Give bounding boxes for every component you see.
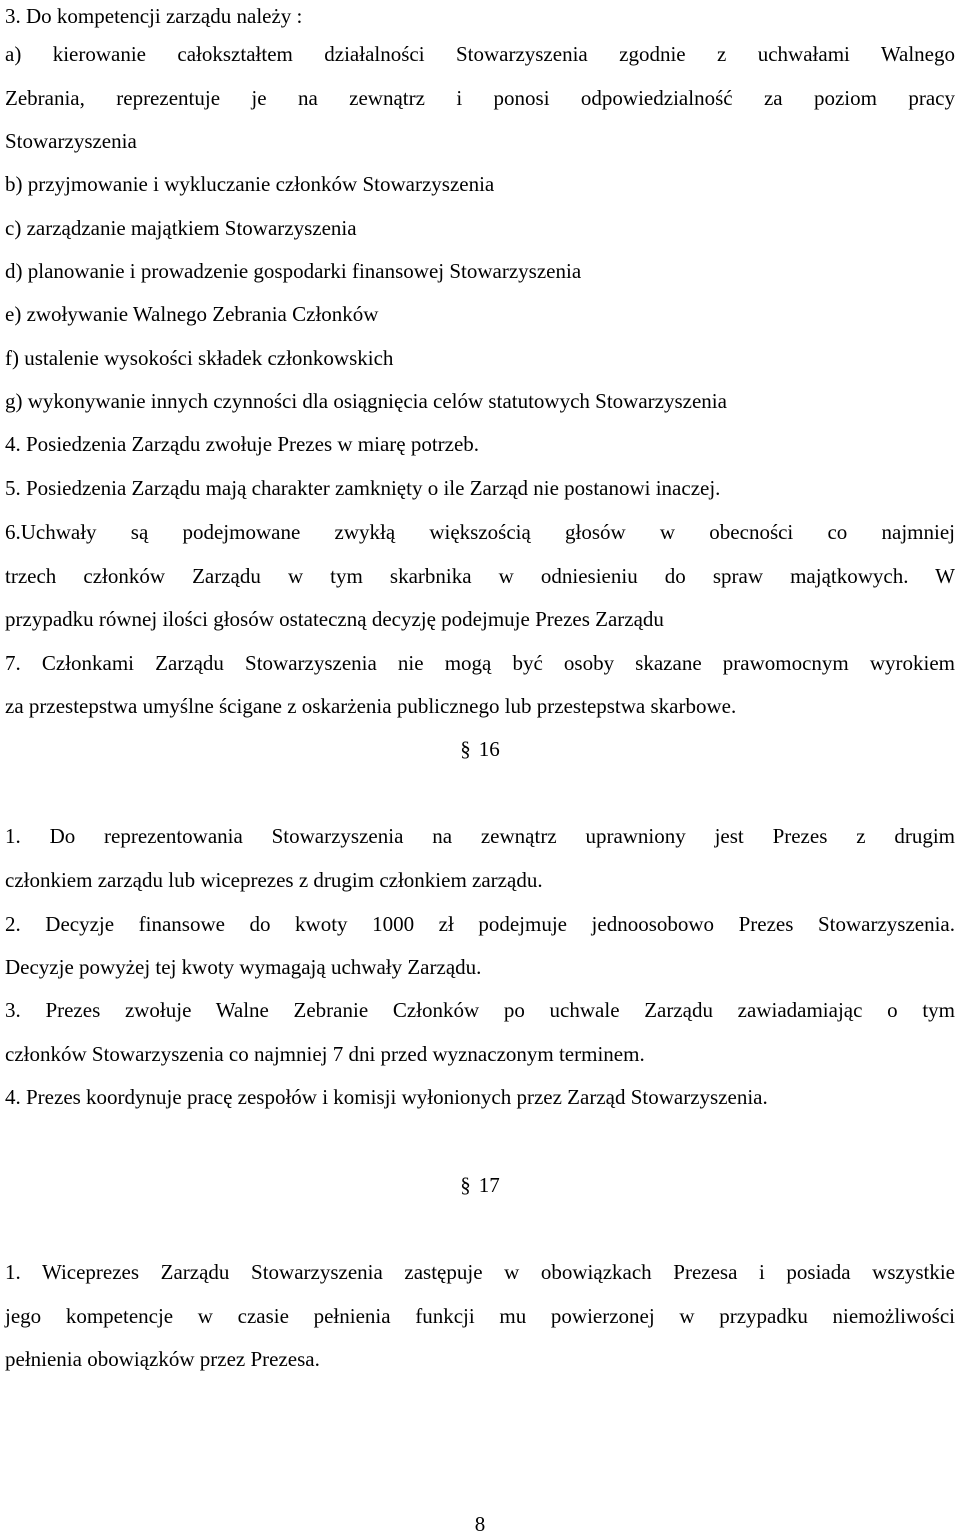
- list-item: d) planowanie i prowadzenie gospodarki finansowej Stowarzyszenia: [5, 259, 582, 283]
- paragraph-line: przypadku równej ilości głosów ostateczną decyzję podejmuje Prezes Zarządu: [5, 607, 664, 631]
- page-number: 8: [474, 1512, 486, 1536]
- paragraph-line: Decyzje powyżej tej kwoty wymagają uchwały Zarządu.: [5, 955, 482, 979]
- paragraph-line: jego kompetencje w czasie pełnienia funkcji mu powierzonej w przypadku niemożliwości: [5, 1304, 955, 1328]
- list-item: c) zarządzanie majątkiem Stowarzyszenia: [5, 216, 357, 240]
- list-item: f) ustalenie wysokości składek członkowskich: [5, 346, 394, 370]
- paragraph-line: członków Stowarzyszenia co najmniej 7 dni przed wyznaczonym terminem.: [5, 1042, 645, 1066]
- paragraph-line: 6.Uchwały są podejmowane zwykłą większością głosów w obecności co najmniej: [5, 520, 955, 544]
- paragraph-line: Zebrania, reprezentuje je na zewnątrz i ponosi odpowiedzialność za poziom pracy: [5, 86, 955, 110]
- paragraph-line: Stowarzyszenia: [5, 129, 137, 153]
- paragraph-line: 1. Do reprezentowania Stowarzyszenia na zewnątrz uprawniony jest Prezes z drugim: [5, 824, 955, 848]
- paragraph-line: 2. Decyzje finansowe do kwoty 1000 zł podejmuje jednoosobowo Prezes Stowarzyszenia.: [5, 912, 955, 936]
- paragraph-line: 5. Posiedzenia Zarządu mają charakter zamknięty o ile Zarząd nie postanowi inaczej.: [5, 476, 721, 500]
- section-symbol: §: [460, 1173, 471, 1197]
- paragraph-line: a) kierowanie całokształtem działalności Stowarzyszenia zgodnie z uchwałami Walnego: [5, 42, 955, 66]
- paragraph-line: 7. Członkami Zarządu Stowarzyszenia nie mogą być osoby skazane prawomocnym wyrokiem: [5, 651, 955, 675]
- paragraph-line: członkiem zarządu lub wiceprezes z drugim członkiem zarządu.: [5, 868, 543, 892]
- paragraph-line: trzech członków Zarządu w tym skarbnika w odniesieniu do spraw majątkowych. W: [5, 564, 955, 588]
- paragraph-line: 3. Prezes zwołuje Walne Zebranie Członków po uchwale Zarządu zawiadamiając o tym: [5, 998, 955, 1022]
- section-symbol: §: [460, 737, 471, 761]
- section-heading: [0, 1168, 960, 1202]
- list-item: g) wykonywanie innych czynności dla osiągnięcia celów statutowych Stowarzyszenia: [5, 389, 727, 413]
- list-item: b) przyjmowanie i wykluczanie członków Stowarzyszenia: [5, 172, 495, 196]
- paragraph-line: 4. Posiedzenia Zarządu zwołuje Prezes w miarę potrzeb.: [5, 432, 480, 456]
- list-item: e) zwoływanie Walnego Zebrania Członków: [5, 302, 379, 326]
- section-heading: [0, 732, 960, 766]
- section-number: 17: [478, 1173, 500, 1197]
- paragraph-line: za przestepstwa umyślne ścigane z oskarżenia publicznego lub przestepstwa skarbowe.: [5, 694, 737, 718]
- paragraph-line: 3. Do kompetencji zarządu należy :: [5, 4, 303, 28]
- paragraph-line: 4. Prezes koordynuje pracę zespołów i komisji wyłonionych przez Zarząd Stowarzyszenia.: [5, 1085, 768, 1109]
- paragraph-line: 1. Wiceprezes Zarządu Stowarzyszenia zastępuje w obowiązkach Prezesa i posiada wszystkie: [5, 1260, 955, 1284]
- paragraph-line: pełnienia obowiązków przez Prezesa.: [5, 1347, 320, 1371]
- section-number: 16: [478, 737, 500, 761]
